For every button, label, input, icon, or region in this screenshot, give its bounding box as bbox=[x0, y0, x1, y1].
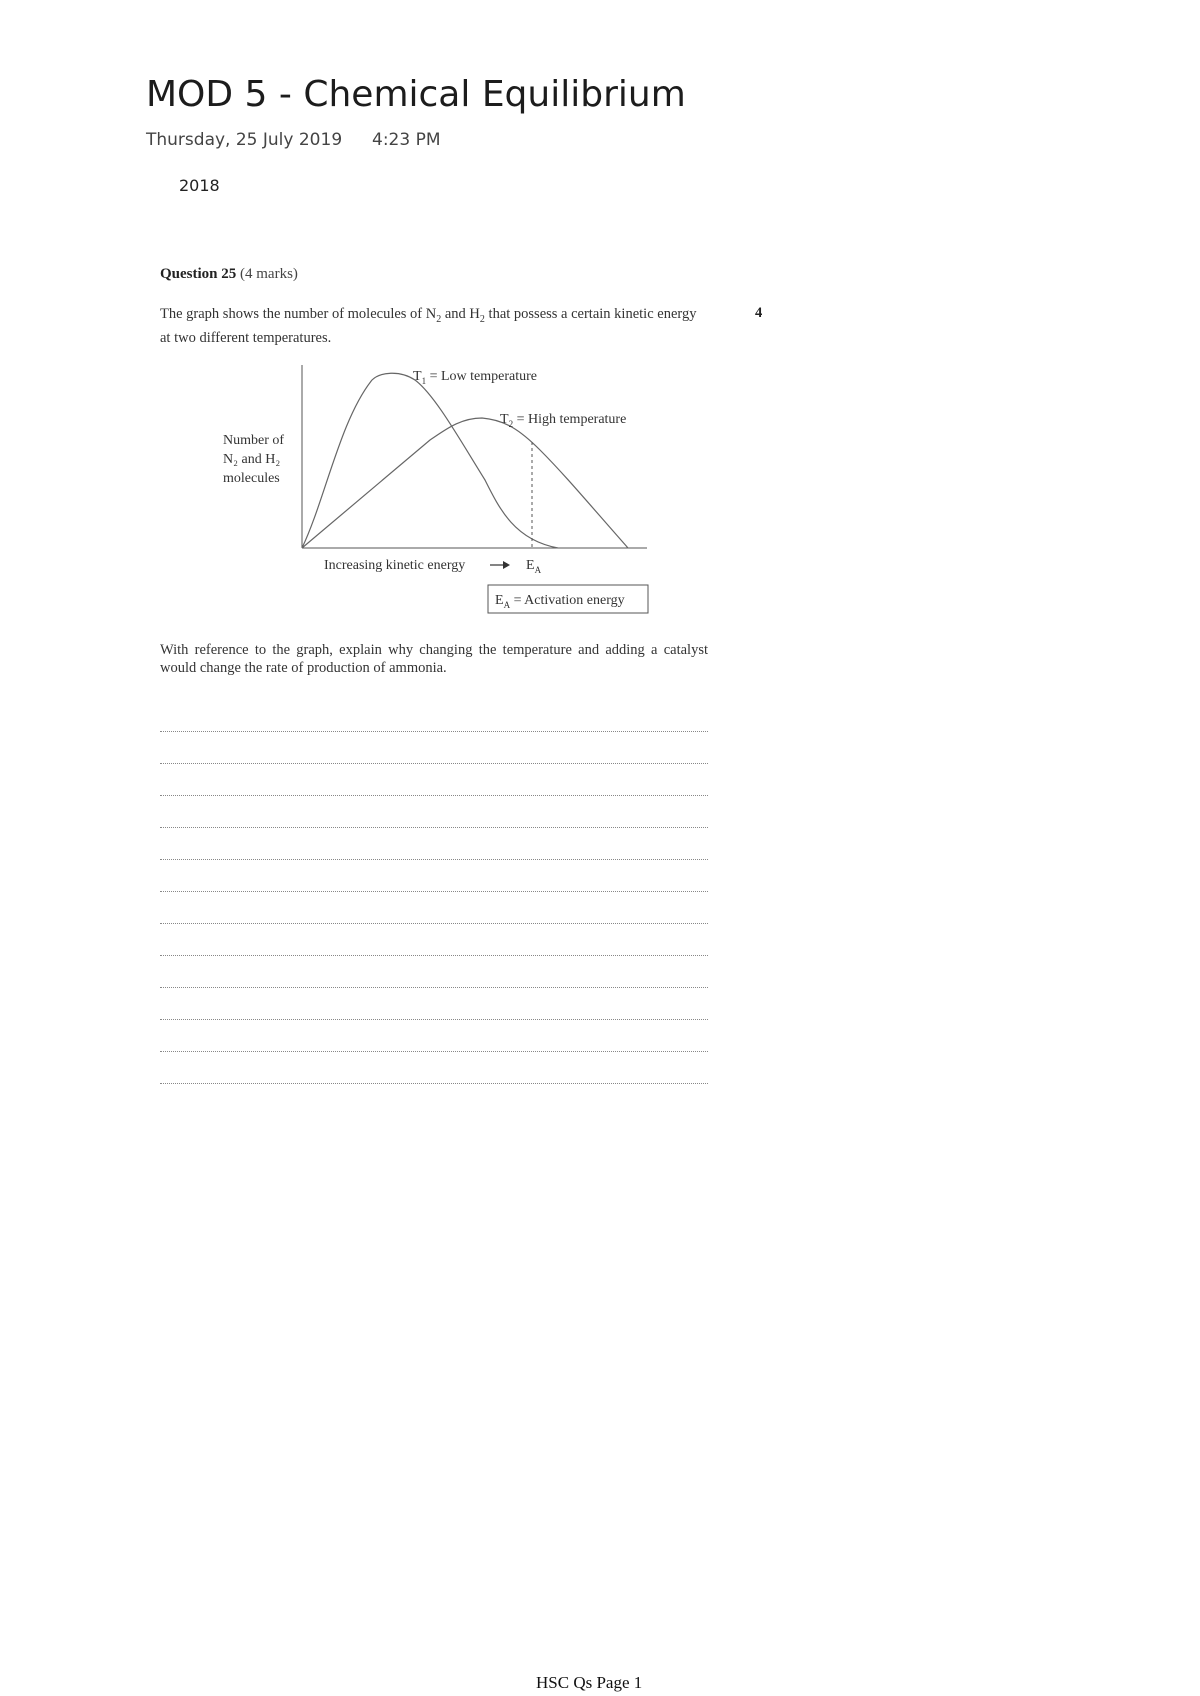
stem-part-3: that possess a certain kinetic energy at two different temperatures. bbox=[160, 306, 697, 346]
exam-year: 2018 bbox=[179, 176, 220, 195]
answer-lines[interactable] bbox=[160, 700, 708, 1084]
question-heading bbox=[160, 266, 298, 283]
question-label: Question 25 bbox=[160, 266, 237, 282]
answer-line[interactable] bbox=[160, 700, 708, 732]
y-axis-label: Number of bbox=[223, 433, 285, 448]
note-date: Thursday, 25 July 2019 bbox=[146, 130, 343, 150]
note-time: 4:23 PM bbox=[372, 130, 441, 150]
stem-part-2: and H bbox=[441, 306, 480, 322]
series-line-t1 bbox=[302, 373, 558, 548]
answer-line[interactable] bbox=[160, 764, 708, 796]
answer-line[interactable] bbox=[160, 924, 708, 956]
page-footer: HSC Qs Page 1 bbox=[536, 1673, 643, 1692]
x-marker-label: $E_A$ bbox=[526, 558, 542, 575]
stem-sub-2: 2 bbox=[479, 313, 485, 325]
question-marks: (4 marks) bbox=[240, 266, 298, 282]
series-line-t2 bbox=[302, 418, 628, 548]
stem-sub-1: 2 bbox=[436, 313, 442, 325]
legend-text: $E_A$ = Activation energy bbox=[495, 593, 625, 610]
answer-line[interactable] bbox=[160, 1020, 708, 1052]
answer-line[interactable] bbox=[160, 860, 708, 892]
question-prompt: With reference to the graph, explain why changing the temperature and adding a catalyst would change the rate of production of ammonia. bbox=[160, 642, 708, 676]
y-axis-label-3: molecules bbox=[223, 471, 280, 486]
answer-line[interactable] bbox=[160, 1052, 708, 1084]
stem-part-1: The graph shows the number of molecules of N bbox=[160, 306, 437, 322]
answer-line[interactable] bbox=[160, 988, 708, 1020]
x-axis-label: Increasing kinetic energy bbox=[324, 558, 466, 573]
answer-line[interactable] bbox=[160, 732, 708, 764]
x-axis-arrow bbox=[490, 561, 510, 569]
margin-marks: 4 bbox=[755, 305, 763, 321]
answer-line[interactable] bbox=[160, 796, 708, 828]
question-stem bbox=[160, 305, 708, 347]
page-title: MOD 5 - Chemical Equilibrium bbox=[146, 74, 686, 115]
series-label-t2: $T_2$ = High temperature bbox=[500, 412, 627, 429]
energy-distribution-graph bbox=[200, 350, 670, 620]
y-axis-label-2: N₂ and H₂ bbox=[223, 452, 281, 467]
answer-line[interactable] bbox=[160, 956, 708, 988]
answer-line[interactable] bbox=[160, 828, 708, 860]
series-label-t1: $T_1$ = Low temperature bbox=[413, 369, 537, 386]
answer-line[interactable] bbox=[160, 892, 708, 924]
